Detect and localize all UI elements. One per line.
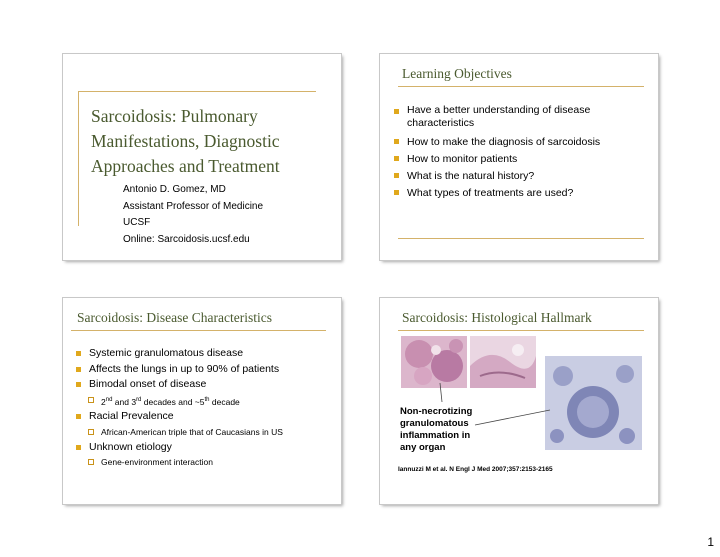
list-item: Have a better understanding of disease characteristics xyxy=(393,104,633,130)
bullet-square-icon xyxy=(76,445,81,450)
footer-rule xyxy=(398,238,644,239)
citation: Iannuzzi M et al. N Engl J Med 2007;357:2153-2165 xyxy=(398,466,553,473)
bullet-square-icon xyxy=(394,190,399,195)
sub-list-item: Gene-environment interaction xyxy=(75,455,335,470)
presentation-title: Sarcoidosis: Pulmonary Manifestations, Diagnostic Approaches and Treatment xyxy=(91,106,280,176)
image-caption: Non-necrotizing granulomatous inflammation in any organ xyxy=(400,406,473,453)
page-number: 1 xyxy=(707,535,714,549)
list-item: Affects the lungs in up to 90% of patients xyxy=(75,362,335,378)
hollow-square-icon xyxy=(88,429,94,435)
bullet-square-icon xyxy=(76,351,81,356)
sub-list-item: African-American triple that of Caucasians in US xyxy=(75,425,335,440)
slide-heading: Sarcoidosis: Disease Characteristics xyxy=(77,310,272,325)
slide-heading: Learning Objectives xyxy=(402,66,512,81)
slide-learning-objectives xyxy=(380,54,658,260)
bullet-square-icon xyxy=(394,109,399,114)
list-item: Systemic granulomatous disease xyxy=(75,346,335,362)
list-item: Bimodal onset of disease xyxy=(75,377,335,393)
author-institution: UCSF xyxy=(123,217,151,228)
left-rule xyxy=(78,91,79,226)
heading-rule xyxy=(398,86,644,87)
list-item: What is the natural history? xyxy=(393,168,633,185)
author-block xyxy=(123,182,263,248)
bullet-square-icon xyxy=(394,156,399,161)
bullet-square-icon xyxy=(76,414,81,419)
bullet-square-icon xyxy=(76,382,81,387)
list-item: What types of treatments are used? xyxy=(393,185,633,202)
heading-rule xyxy=(71,330,326,331)
list-item: How to make the diagnosis of sarcoidosis xyxy=(393,134,633,151)
list-item: Unknown etiology xyxy=(75,440,335,456)
list-item: Racial Prevalence xyxy=(75,409,335,425)
top-rule xyxy=(78,91,316,92)
bullet-square-icon xyxy=(394,139,399,144)
list-item: How to monitor patients xyxy=(393,151,633,168)
sub-list-item: 2nd and 3rd decades and ~5th decade xyxy=(75,393,335,410)
author-website: Online: Sarcoidosis.ucsf.edu xyxy=(123,233,250,245)
bullet-square-icon xyxy=(76,367,81,372)
slide-histological-hallmark xyxy=(380,298,658,504)
author-name: Antonio D. Gomez, MD xyxy=(123,184,226,195)
slide-heading: Sarcoidosis: Histological Hallmark xyxy=(402,310,592,325)
hollow-square-icon xyxy=(88,459,94,465)
characteristics-list xyxy=(75,346,335,470)
slide-disease-characteristics xyxy=(63,298,341,504)
slide-title xyxy=(63,54,341,260)
caption-pointer-lines xyxy=(380,298,658,504)
author-title: Assistant Professor of Medicine xyxy=(123,200,264,212)
hollow-square-icon xyxy=(88,397,94,403)
bullet-square-icon xyxy=(394,173,399,178)
objectives-list xyxy=(393,102,633,202)
